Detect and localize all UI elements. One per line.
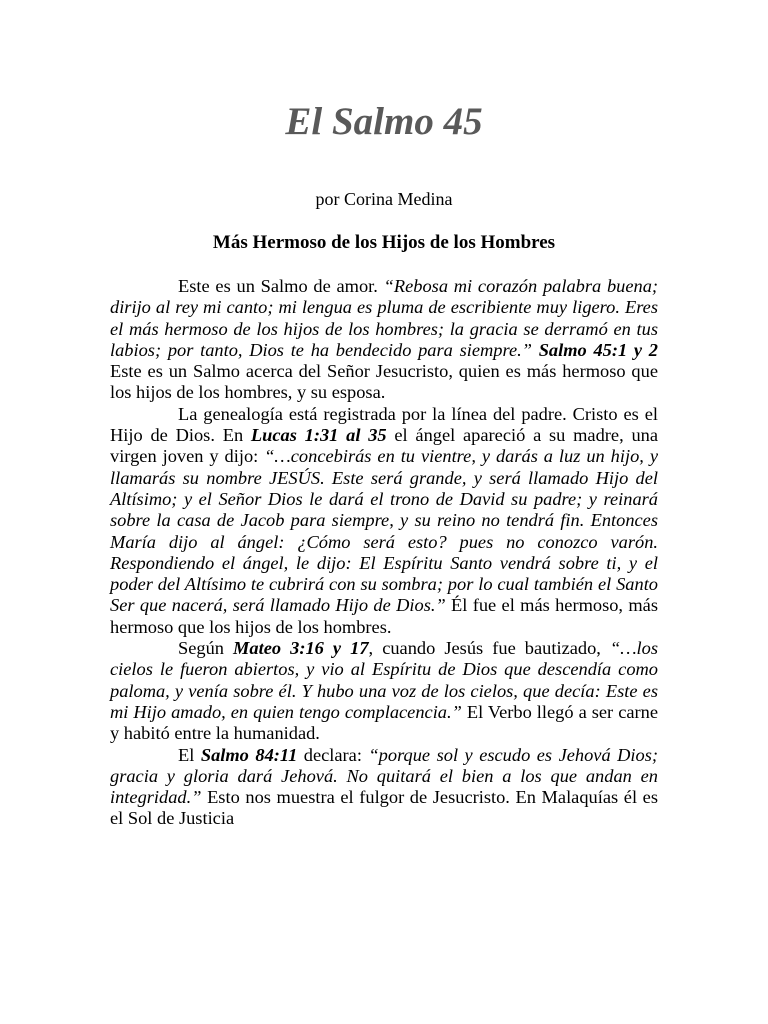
plain-text: El Verbo llegó a ser carne y habitó entre la humanidad. [110,701,658,744]
scripture-quote: “Rebosa mi corazón palabra buena; dirijo al rey mi canto; mi lengua es pluma de escribiente muy ligero. Eres el más hermoso de los hijos de los hombres; la gracia se derramó en tus labios; por tanto, Dios te ha bendecido para siempre.” [110,276,659,360]
author-line: por Corina Medina [315,189,453,209]
plain-text: , cuando Jesús fue bautizado, [368,638,610,659]
scripture-reference: Lucas 1:31 al 35 [250,425,387,446]
paragraph-4 [110,745,658,830]
scripture-quote: “…concebirás en tu vientre, y darás a luz un hijo, y llamarás su nombre JESÚS. Este será grande, y será llamado Hijo del Altísimo; y el Señor Dios le dará el trono de David su padre; y reinará sobre la casa de Jacob para siempre, y su reino no tendrá fin. Entonces María dijo al ángel: ¿Cómo será esto? pues no conozco varón. Respondiendo el ángel, le dijo: El Espíritu Santo vendrá sobre ti, y el poder del Altísimo te cubrirá con su sombra; por lo cual también el Santo Ser que nacerá, será llamado Hijo de Dios.” [110,446,658,616]
scripture-quote: “…los cielos le fueron abiertos, y vio al Espíritu de Dios que descendía como paloma, y venía sobre él. Y hubo una voz de los cielos, que decía: Este es mi Hijo amado, en quien tengo complacencia.” [110,638,659,722]
document-subtitle: Más Hermoso de los Hijos de los Hombres [212,232,556,253]
document-title: El Salmo 45 [285,100,483,143]
scripture-reference: Salmo 45:1 y 2 [538,339,658,360]
plain-text: La genealogía está registrada por la línea del padre. Cristo es el Hijo de Dios. En [110,403,658,446]
scripture-quote: “porque sol y escudo es Jehová Dios; gracia y gloria dará Jehová. No quitará el bien a los que andan en integridad.” [110,744,659,808]
plain-text: declara: [297,744,369,765]
plain-text: El [178,744,201,765]
scripture-reference: Mateo 3:16 y 17 [233,638,369,659]
scripture-reference: Salmo 84:11 [200,744,298,765]
paragraph-2 [110,404,658,638]
paragraph-3 [110,638,658,744]
plain-text: Él fue el más hermoso, más hermoso que los hijos de los hombres. [110,595,658,637]
paragraph-1 [110,276,658,404]
plain-text: el ángel apareció a su madre, una virgen joven y dijo: [110,425,658,467]
plain-text [532,340,539,360]
plain-text: Según [178,638,234,659]
body-text [110,276,658,830]
plain-text: Esto nos muestra el fulgor de Jesucristo. En Malaquías él es el Sol de Justicia [110,787,658,829]
plain-text: Este es un Salmo de amor. [178,276,384,296]
plain-text: Este es un Salmo acerca del Señor Jesucristo, quien es más hermoso que los hijos de los hombres, y su esposa. [110,361,658,403]
